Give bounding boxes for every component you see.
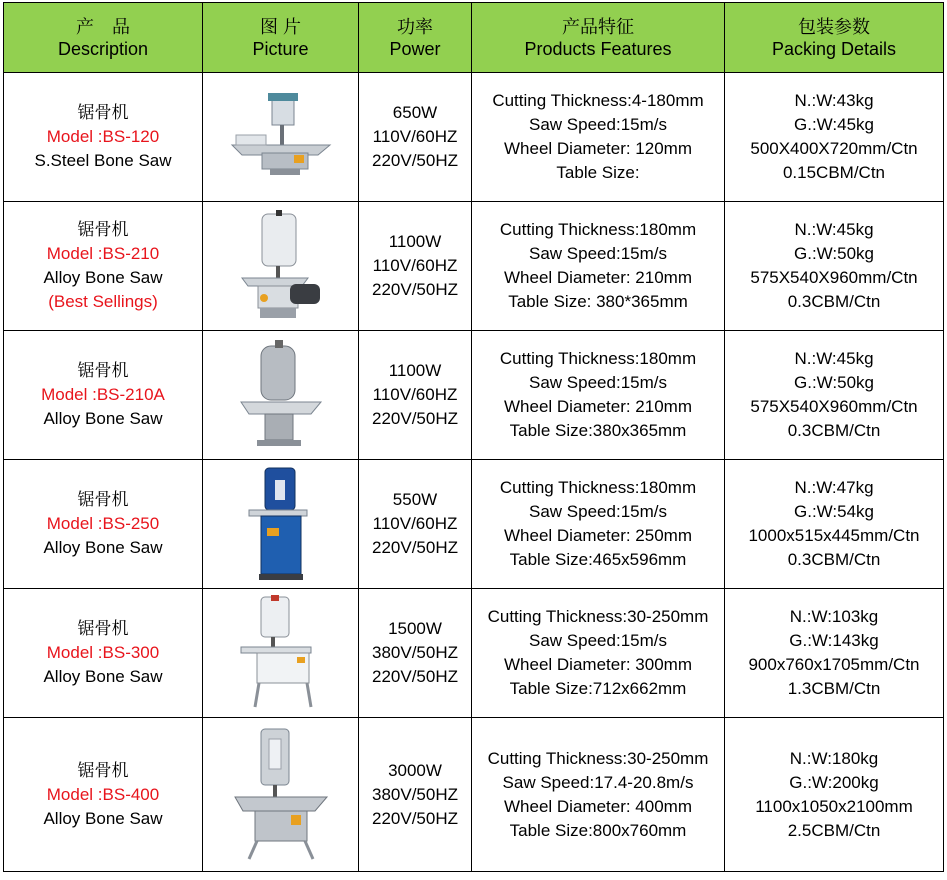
power-voltage-1: 380V/50HZ — [372, 643, 458, 662]
feature-saw-speed: Saw Speed:15m/s — [529, 244, 667, 263]
product-name-cn: 锯骨机 — [77, 361, 129, 380]
feature-wheel-diameter: Wheel Diameter: 300mm — [503, 655, 692, 674]
packing-cell — [725, 589, 944, 718]
product-type: S.Steel Bone Saw — [34, 151, 172, 170]
best-selling-note: (Best Sellings) — [48, 292, 158, 311]
packing-cell — [725, 718, 944, 872]
bone-saw-blue-icon — [241, 466, 321, 582]
packing-gross-weight: G.:W:50kg — [794, 373, 874, 392]
feature-saw-speed: Saw Speed:15m/s — [529, 631, 667, 650]
header-power — [359, 3, 472, 73]
features-cell — [472, 331, 725, 460]
bone-saw-large-icon — [229, 727, 333, 863]
features-cell — [472, 718, 725, 872]
packing-net-weight: N.:W:45kg — [794, 349, 874, 368]
table-row — [4, 718, 944, 872]
table-row — [4, 73, 944, 202]
packing-gross-weight: G.:W:45kg — [794, 115, 874, 134]
power-cell — [359, 460, 472, 589]
packing-volume: 1.3CBM/Ctn — [787, 679, 881, 698]
table-row — [4, 589, 944, 718]
packing-net-weight: N.:W:47kg — [794, 478, 874, 497]
feature-saw-speed: Saw Speed:17.4-20.8m/s — [502, 772, 694, 792]
power-voltage-1: 110V/60HZ — [372, 256, 458, 275]
packing-gross-weight: G.:W:200kg — [789, 772, 879, 792]
power-voltage-1: 110V/60HZ — [372, 127, 458, 146]
header-picture-cn: 图 片 — [259, 16, 301, 37]
header-picture-en: Picture — [252, 38, 309, 59]
packing-net-weight: N.:W:180kg — [789, 748, 879, 768]
header-description — [4, 3, 203, 73]
packing-dimensions: 575X540X960mm/Ctn — [750, 268, 918, 287]
packing-gross-weight: G.:W:54kg — [794, 502, 874, 521]
header-packing-cn: 包装参数 — [798, 16, 870, 37]
power-voltage-1: 380V/50HZ — [372, 784, 458, 804]
power-voltage-1: 110V/60HZ — [372, 514, 458, 533]
header-picture — [203, 3, 359, 73]
description-cell — [4, 331, 203, 460]
feature-saw-speed: Saw Speed:15m/s — [529, 373, 667, 392]
power-watts: 3000W — [388, 760, 442, 780]
power-voltage-2: 220V/50HZ — [372, 151, 458, 170]
power-cell — [359, 589, 472, 718]
header-features-en: Products Features — [524, 38, 672, 59]
packing-cell — [725, 202, 944, 331]
packing-volume: 0.3CBM/Ctn — [787, 292, 881, 311]
picture-cell — [203, 73, 359, 202]
header-features — [472, 3, 725, 73]
header-description-en: Description — [57, 38, 149, 59]
picture-cell — [203, 331, 359, 460]
features-cell — [472, 460, 725, 589]
description-cell — [4, 460, 203, 589]
packing-net-weight: N.:W:45kg — [794, 220, 874, 239]
table-row — [4, 460, 944, 589]
model-number: Model :BS-210 — [46, 244, 160, 263]
picture-cell — [203, 589, 359, 718]
packing-cell — [725, 460, 944, 589]
product-type: Alloy Bone Saw — [43, 268, 163, 287]
packing-dimensions: 1100x1050x2100mm — [755, 796, 913, 816]
packing-volume: 0.3CBM/Ctn — [787, 421, 881, 440]
power-voltage-2: 220V/50HZ — [372, 409, 458, 428]
feature-cutting-thickness: Cutting Thickness:180mm — [499, 220, 697, 239]
model-number: Model :BS-400 — [46, 784, 160, 804]
feature-table-size: Table Size:380x365mm — [509, 421, 687, 440]
feature-wheel-diameter: Wheel Diameter: 120mm — [503, 139, 692, 158]
features-cell — [472, 73, 725, 202]
feature-saw-speed: Saw Speed:15m/s — [529, 502, 667, 521]
packing-net-weight: N.:W:43kg — [794, 91, 874, 110]
product-type: Alloy Bone Saw — [43, 538, 163, 557]
header-features-cn: 产品特征 — [562, 16, 634, 37]
model-number: Model :BS-120 — [46, 127, 160, 146]
picture-cell — [203, 718, 359, 872]
feature-wheel-diameter: Wheel Diameter: 250mm — [503, 526, 692, 545]
table-row — [4, 331, 944, 460]
packing-volume: 0.15CBM/Ctn — [782, 163, 886, 182]
product-type: Alloy Bone Saw — [43, 808, 163, 828]
header-power-en: Power — [389, 38, 441, 59]
power-watts: 650W — [392, 103, 438, 122]
feature-wheel-diameter: Wheel Diameter: 210mm — [503, 397, 692, 416]
description-cell — [4, 589, 203, 718]
model-number: Model :BS-210A — [41, 385, 165, 404]
power-watts: 1500W — [388, 619, 442, 638]
product-name-cn: 锯骨机 — [77, 619, 129, 638]
header-description-cn: 产 品 — [76, 16, 130, 37]
bone-saw-motor-icon — [236, 210, 326, 322]
picture-cell — [203, 460, 359, 589]
feature-cutting-thickness: Cutting Thickness:30-250mm — [487, 748, 709, 768]
header-packing — [725, 3, 944, 73]
packing-dimensions: 1000x515x445mm/Ctn — [748, 526, 920, 545]
feature-table-size: Table Size:712x662mm — [509, 679, 687, 698]
packing-dimensions: 575X540X960mm/Ctn — [750, 397, 918, 416]
packing-dimensions: 900x760x1705mm/Ctn — [748, 655, 920, 674]
power-voltage-2: 220V/50HZ — [372, 538, 458, 557]
power-cell — [359, 331, 472, 460]
feature-cutting-thickness: Cutting Thickness:180mm — [499, 349, 697, 368]
packing-gross-weight: G.:W:50kg — [794, 244, 874, 263]
power-watts: 1100W — [388, 232, 442, 251]
description-cell — [4, 202, 203, 331]
description-cell — [4, 73, 203, 202]
feature-table-size: Table Size: 380*365mm — [508, 292, 688, 311]
product-name-cn: 锯骨机 — [77, 760, 129, 780]
feature-cutting-thickness: Cutting Thickness:4-180mm — [492, 91, 704, 110]
power-cell — [359, 73, 472, 202]
packing-cell — [725, 331, 944, 460]
model-number: Model :BS-300 — [46, 643, 160, 662]
packing-cell — [725, 73, 944, 202]
product-type: Alloy Bone Saw — [43, 667, 163, 686]
description-cell — [4, 718, 203, 872]
product-type: Alloy Bone Saw — [43, 409, 163, 428]
power-voltage-2: 220V/50HZ — [372, 280, 458, 299]
product-name-cn: 锯骨机 — [77, 220, 129, 239]
product-name-cn: 锯骨机 — [77, 103, 129, 122]
packing-net-weight: N.:W:103kg — [789, 607, 879, 626]
product-name-cn: 锯骨机 — [77, 490, 129, 509]
power-watts: 1100W — [388, 361, 442, 380]
picture-cell — [203, 202, 359, 331]
feature-saw-speed: Saw Speed:15m/s — [529, 115, 667, 134]
packing-dimensions: 500X400X720mm/Ctn — [750, 139, 918, 158]
features-cell — [472, 589, 725, 718]
packing-volume: 0.3CBM/Ctn — [787, 550, 881, 569]
power-watts: 550W — [392, 490, 438, 509]
bone-saw-table-icon — [231, 340, 331, 450]
power-voltage-2: 220V/50HZ — [372, 667, 458, 686]
feature-wheel-diameter: Wheel Diameter: 400mm — [503, 796, 692, 816]
model-number: Model :BS-250 — [46, 514, 160, 533]
feature-table-size: Table Size:465x596mm — [509, 550, 687, 569]
packing-gross-weight: G.:W:143kg — [789, 631, 879, 650]
power-voltage-2: 220V/50HZ — [372, 808, 458, 828]
bone-saw-small-icon — [222, 89, 340, 185]
feature-wheel-diameter: Wheel Diameter: 210mm — [503, 268, 692, 287]
features-cell — [472, 202, 725, 331]
header-power-cn: 功率 — [397, 16, 433, 37]
power-voltage-1: 110V/60HZ — [372, 385, 458, 404]
packing-volume: 2.5CBM/Ctn — [787, 820, 881, 840]
feature-table-size: Table Size:800x760mm — [509, 820, 687, 840]
feature-table-size: Table Size: — [556, 163, 640, 182]
bone-saw-white-icon — [233, 595, 329, 711]
product-spec-table — [3, 2, 944, 872]
power-cell — [359, 718, 472, 872]
feature-cutting-thickness: Cutting Thickness:30-250mm — [487, 607, 709, 626]
header-row — [4, 3, 944, 73]
header-packing-en: Packing Details — [771, 38, 897, 59]
table-row — [4, 202, 944, 331]
feature-cutting-thickness: Cutting Thickness:180mm — [499, 478, 697, 497]
power-cell — [359, 202, 472, 331]
